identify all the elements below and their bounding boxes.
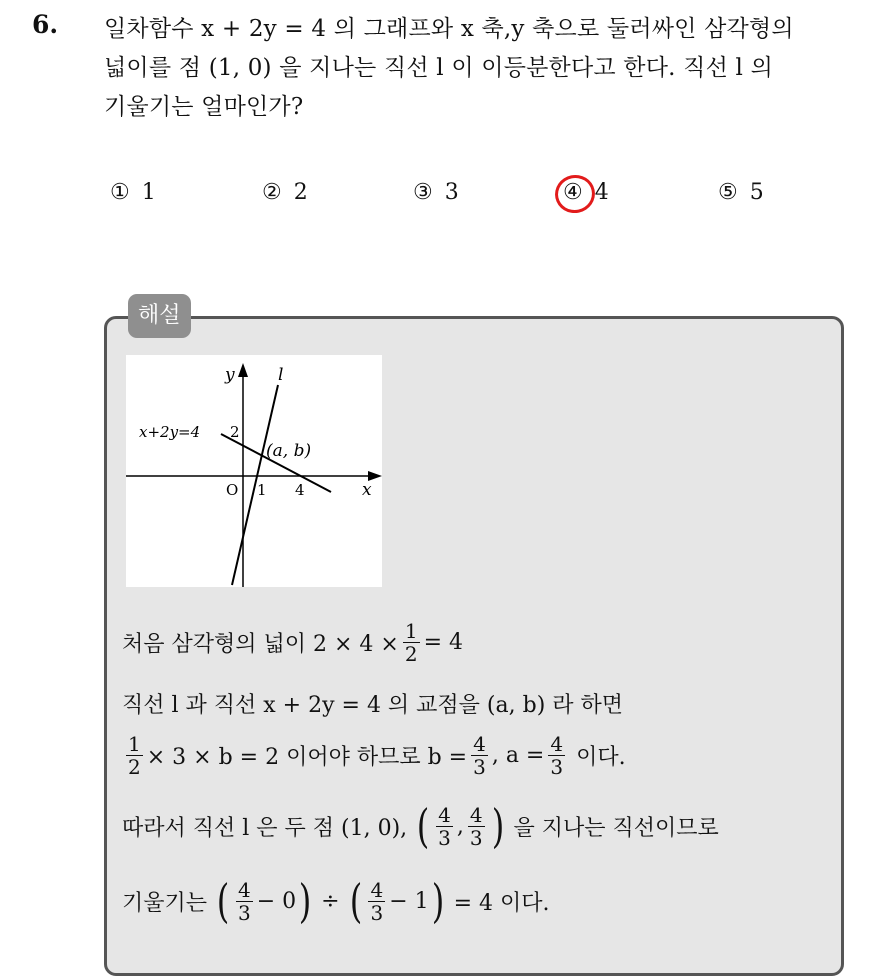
solution-line-3: $\frac{1}{2}$ × 3 × b = 2 이어야 하므로 b = $\frac{4}{3}$ , a = $\frac{4}{3}$ 이다. <box>128 732 626 779</box>
question-number: 6. <box>32 10 59 39</box>
choice-2[interactable]: ② 2 <box>262 180 308 205</box>
question-line-3: 기울기는 얼마인가? <box>104 94 304 120</box>
fraction: $\frac{4}{3}$ <box>370 877 384 925</box>
line-l <box>232 385 278 585</box>
fraction: $\frac{1}{2}$ <box>128 732 141 779</box>
solution-line-1: 처음 삼각형의 넓이 2 × 4 × $\frac{1}{2}$ = 4 <box>122 619 464 666</box>
fraction: $\frac{4}{3}$ <box>469 802 483 850</box>
intersection-label: (a, b) <box>266 441 312 461</box>
choice-4[interactable]: ④ 4 <box>563 180 609 205</box>
line-l-label: l <box>278 365 284 385</box>
y-axis-label: y <box>225 365 235 385</box>
y-axis-arrow-icon <box>238 363 248 377</box>
x-tick-1-label: 1 <box>257 481 267 499</box>
question-line-1: 일차함수 x + 2y = 4 의 그래프와 x 축,y 축으로 둘러싸인 삼각형의 <box>104 16 794 42</box>
fraction: $\frac{4}{3}$ <box>237 877 251 925</box>
choice-5[interactable]: ⑤ 5 <box>718 180 764 205</box>
solution-graph <box>126 355 382 587</box>
origin-label: O <box>226 481 239 499</box>
solution-line-4: 따라서 직선 l 은 두 점 (1, 0), ( $\frac{4}{3}$ , $\frac{4}{3}$ ) 을 지나는 직선이므로 <box>122 799 719 853</box>
choice-1[interactable]: ① 1 <box>110 180 156 205</box>
solution-line-5: 기울기는 ( $\frac{4}{3}$ − 0 ) ÷ ( $\frac{4}{3}$ − 1 ) = 4 이다. <box>122 874 550 928</box>
choice-3[interactable]: ③ 3 <box>413 180 459 205</box>
x-axis-label: x <box>362 480 372 500</box>
fraction: $\frac{1}{2}$ <box>404 619 418 666</box>
x-tick-4-label: 4 <box>295 481 305 499</box>
equation-label: x+2y=4 <box>139 423 201 441</box>
answer-circle-mark <box>551 171 598 216</box>
solution-line-2: 직선 l 과 직선 x + 2y = 4 의 교점을 (a, b) 라 하면 <box>122 693 624 718</box>
y-intercept-label: 2 <box>230 423 240 441</box>
question-line-2: 넓이를 점 (1, 0) 을 지나는 직선 l 이 이등분한다고 한다. 직선 l 의 <box>104 55 773 81</box>
fraction: $\frac{4}{3}$ <box>438 802 451 850</box>
solution-tag: 해설 <box>128 294 191 338</box>
fraction: $\frac{4}{3}$ <box>550 732 564 779</box>
fraction: $\frac{4}{3}$ <box>473 732 486 779</box>
